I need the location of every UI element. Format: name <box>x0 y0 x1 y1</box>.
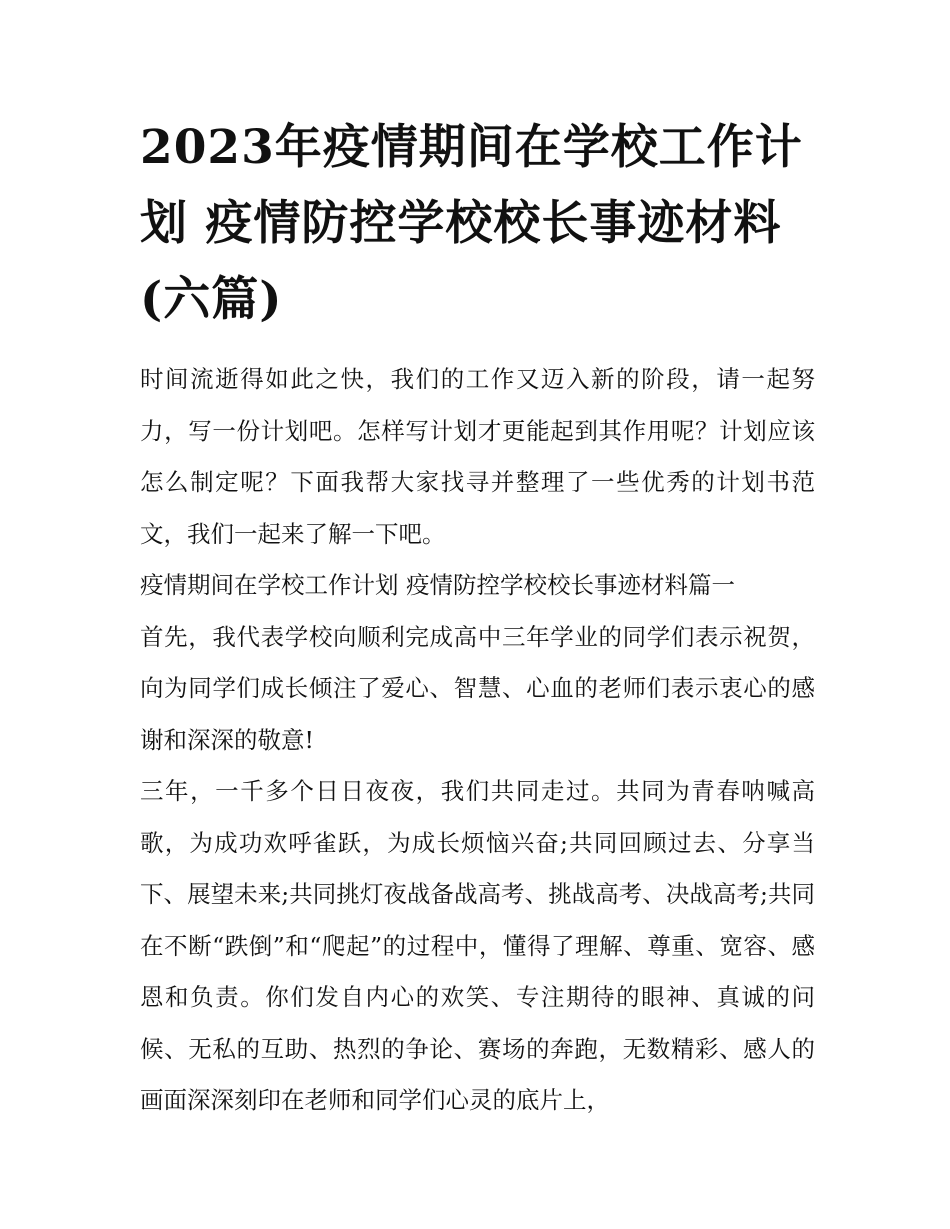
document-title: 2023年疫情期间在学校工作计划 疫情防控学校校长事迹材料(六篇) <box>140 120 803 327</box>
body-paragraph: 三年，一千多个日日夜夜，我们共同走过。共同为青春呐喊高歌，为成功欢呼雀跃，为成长烦恼兴奋;共同回顾过去、分享当下、展望未来;共同挑灯夜战备战高考、挑战高考、决战高考;共同在不断“跌倒”和“爬起”的过程中，懂得了理解、尊重、宽容、感恩和负责。你们发自内心的欢笑、专注期待的眼神、真诚的问候、无私的互助、热烈的争论、赛场的奔跑，无数精彩、感人的画面深深刻印在老师和同学们心灵的底片上， <box>140 777 815 1114</box>
section-heading: 疫情期间在学校工作计划 疫情防控学校校长事迹材料篇一 <box>140 571 735 599</box>
document-page <box>140 110 815 1127</box>
document-body <box>140 354 815 1127</box>
body-paragraph: 首先，我代表学校向顺利完成高中三年学业的同学们表示祝贺，向为同学们成长倾注了爱心、智慧、心血的老师们表示衷心的感谢和深深的敬意! <box>140 622 815 754</box>
intro-paragraph: 时间流逝得如此之快，我们的工作又迈入新的阶段，请一起努力，写一份计划吧。怎样写计划才更能起到其作用呢？计划应该怎么制定呢？下面我帮大家找寻并整理了一些优秀的计划书范文，我们一起来了解一下吧。 <box>140 365 815 548</box>
